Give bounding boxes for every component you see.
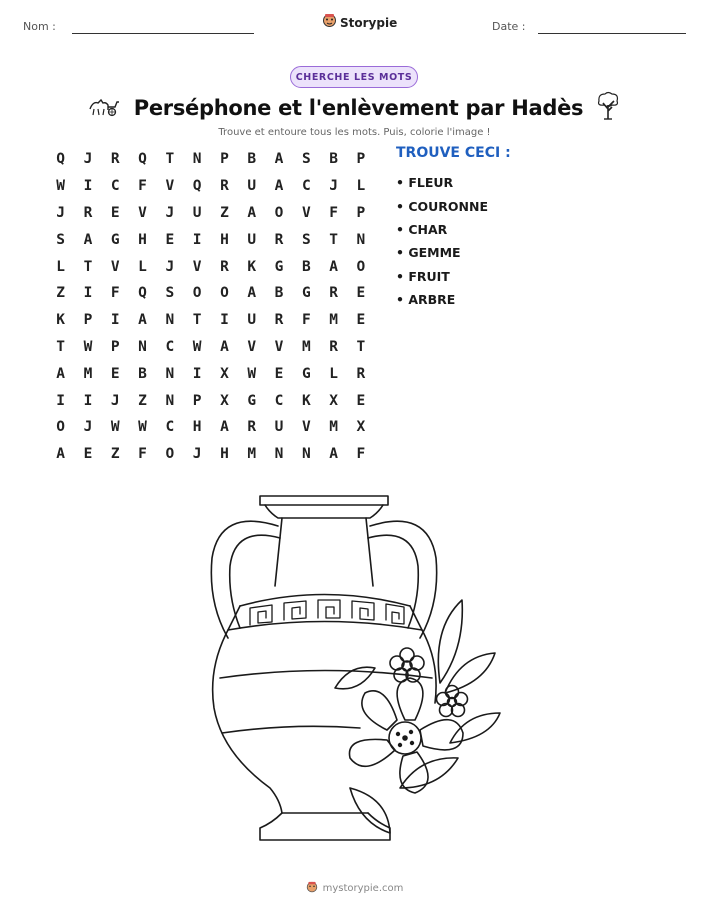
grid-letter[interactable]: P	[356, 204, 366, 221]
grid-letter[interactable]: P	[110, 338, 120, 355]
grid-letter[interactable]: N	[274, 446, 284, 463]
grid-letter[interactable]: F	[138, 178, 147, 195]
grid-letter[interactable]: R	[356, 365, 366, 382]
instructions: Trouve et entoure tous les mots. Puis, colorie l'image !	[218, 127, 491, 138]
grid-letter[interactable]: I	[110, 312, 120, 329]
footer	[0, 879, 709, 898]
grid-letter[interactable]: T	[165, 151, 175, 168]
grid-letter[interactable]: H	[220, 231, 229, 248]
grid-letter[interactable]: W	[83, 338, 93, 355]
grid-letter[interactable]: E	[356, 312, 366, 329]
grid-row	[47, 441, 375, 468]
grid-letter[interactable]: I	[192, 231, 202, 248]
grid-letter[interactable]: N	[192, 151, 202, 168]
grid-letter[interactable]: G	[301, 365, 311, 382]
grid-letter[interactable]: C	[165, 419, 175, 436]
grid-letter[interactable]: M	[329, 312, 338, 329]
grid-row	[47, 280, 375, 307]
storypie-mascot-icon	[322, 13, 337, 33]
grid-letter[interactable]: T	[192, 312, 202, 329]
brand-name: Storypie	[340, 16, 398, 30]
grid-letter[interactable]: C	[110, 178, 120, 195]
grid-letter[interactable]: W	[56, 178, 66, 195]
grid-letter[interactable]: S	[301, 151, 311, 168]
grid-row	[47, 173, 375, 200]
grid-letter[interactable]: I	[192, 365, 202, 382]
grid-letter[interactable]: B	[138, 365, 147, 382]
name-label: Nom :	[23, 20, 56, 33]
word-list	[396, 171, 488, 311]
grid-letter[interactable]: N	[165, 392, 175, 409]
grid-letter[interactable]: H	[220, 446, 229, 463]
grid-letter[interactable]: V	[274, 338, 284, 355]
vase-coloring-illustration[interactable]	[200, 488, 505, 857]
grid-letter[interactable]: O	[192, 285, 202, 302]
grid-letter[interactable]: N	[356, 231, 366, 248]
grid-letter[interactable]: Q	[138, 285, 147, 302]
grid-letter[interactable]: P	[83, 312, 93, 329]
grid-letter[interactable]: A	[247, 204, 257, 221]
grid-letter[interactable]: R	[83, 204, 93, 221]
grid-letter[interactable]: A	[220, 419, 229, 436]
grid-letter[interactable]: F	[110, 285, 120, 302]
grid-letter[interactable]: M	[247, 446, 257, 463]
grid-letter[interactable]: V	[301, 419, 311, 436]
word-item: • CHAR	[396, 221, 448, 237]
grid-letter[interactable]: Z	[110, 446, 120, 463]
find-title: TROUVE CECI :	[396, 145, 511, 161]
grid-letter[interactable]: T	[83, 258, 93, 275]
grid-letter[interactable]: O	[220, 285, 229, 302]
grid-letter[interactable]: K	[301, 392, 311, 409]
grid-letter[interactable]: H	[192, 419, 202, 436]
grid-letter[interactable]: A	[329, 258, 338, 275]
word-search-grid[interactable]	[47, 146, 375, 468]
grid-letter[interactable]: U	[247, 231, 257, 248]
grid-letter[interactable]: A	[138, 312, 147, 329]
grid-row	[47, 253, 375, 280]
date-line[interactable]	[538, 33, 686, 34]
grid-letter[interactable]: E	[356, 285, 366, 302]
grid-letter[interactable]: A	[83, 231, 93, 248]
grid-letter[interactable]: J	[56, 204, 66, 221]
grid-letter[interactable]: O	[274, 204, 284, 221]
grid-letter[interactable]: A	[329, 446, 338, 463]
grid-letter[interactable]: E	[110, 365, 120, 382]
grid-letter[interactable]: V	[301, 204, 311, 221]
grid-letter[interactable]: C	[165, 338, 175, 355]
grid-letter[interactable]: I	[83, 392, 93, 409]
grid-letter[interactable]: V	[247, 338, 257, 355]
grid-letter[interactable]: L	[329, 365, 338, 382]
grid-letter[interactable]: B	[247, 151, 257, 168]
grid-letter[interactable]: R	[220, 258, 229, 275]
grid-letter[interactable]: I	[83, 178, 93, 195]
grid-letter[interactable]: L	[56, 258, 66, 275]
word-item: • FLEUR	[396, 175, 454, 191]
grid-letter[interactable]: N	[138, 338, 147, 355]
title-row	[0, 91, 709, 125]
grid-row	[47, 307, 375, 334]
grid-row	[47, 414, 375, 441]
grid-letter[interactable]: G	[274, 258, 284, 275]
grid-letter[interactable]: Q	[192, 178, 202, 195]
grid-letter[interactable]: R	[329, 285, 338, 302]
grid-letter[interactable]: G	[110, 231, 120, 248]
grid-row	[47, 200, 375, 227]
activity-badge: CHERCHE LES MOTS	[290, 66, 418, 88]
grid-letter[interactable]: T	[56, 338, 66, 355]
page-title: Perséphone et l'enlèvement par Hadès	[133, 96, 584, 120]
grid-letter[interactable]: E	[165, 231, 175, 248]
grid-letter[interactable]: T	[356, 338, 366, 355]
grid-letter[interactable]: R	[220, 178, 229, 195]
grid-letter[interactable]: K	[56, 312, 66, 329]
grid-letter[interactable]: U	[247, 178, 257, 195]
grid-letter[interactable]: W	[247, 365, 257, 382]
grid-letter[interactable]: F	[138, 446, 147, 463]
grid-letter[interactable]: P	[220, 151, 229, 168]
grid-letter[interactable]: E	[356, 392, 366, 409]
grid-letter[interactable]: N	[165, 365, 175, 382]
grid-letter[interactable]: X	[329, 392, 338, 409]
grid-letter[interactable]: C	[274, 392, 284, 409]
storypie-mascot-icon	[306, 879, 318, 898]
grid-letter[interactable]: S	[165, 285, 175, 302]
grid-letter[interactable]: I	[220, 312, 229, 329]
grid-letter[interactable]: J	[329, 178, 338, 195]
grid-letter[interactable]: T	[329, 231, 338, 248]
grid-letter[interactable]: C	[301, 178, 311, 195]
grid-letter[interactable]: N	[165, 312, 175, 329]
grid-letter[interactable]: H	[138, 231, 147, 248]
tree-icon	[595, 91, 621, 125]
grid-letter[interactable]: S	[301, 231, 311, 248]
grid-letter[interactable]: X	[220, 392, 229, 409]
grid-row	[47, 360, 375, 387]
grid-letter[interactable]: R	[110, 151, 120, 168]
grid-letter[interactable]: Z	[138, 392, 147, 409]
grid-row	[47, 226, 375, 253]
name-line[interactable]	[72, 33, 254, 34]
grid-letter[interactable]: U	[274, 419, 284, 436]
grid-letter[interactable]: R	[247, 419, 257, 436]
grid-letter[interactable]: U	[247, 312, 257, 329]
grid-letter[interactable]: E	[274, 365, 284, 382]
grid-letter[interactable]: V	[110, 258, 120, 275]
grid-letter[interactable]: F	[329, 204, 338, 221]
grid-letter[interactable]: G	[301, 285, 311, 302]
grid-letter[interactable]: F	[356, 446, 366, 463]
grid-letter[interactable]: O	[56, 419, 66, 436]
grid-letter[interactable]: I	[83, 285, 93, 302]
date-label: Date :	[492, 20, 526, 33]
grid-letter[interactable]: B	[301, 258, 311, 275]
grid-letter[interactable]: A	[56, 365, 66, 382]
grid-letter[interactable]: S	[56, 231, 66, 248]
grid-letter[interactable]: M	[301, 338, 311, 355]
grid-letter[interactable]: J	[165, 258, 175, 275]
grid-letter[interactable]: J	[110, 392, 120, 409]
word-item: • ARBRE	[396, 292, 456, 308]
chariot-horses-icon	[88, 95, 122, 121]
grid-letter[interactable]: R	[274, 231, 284, 248]
grid-letter[interactable]: E	[110, 204, 120, 221]
word-item: • COURONNE	[396, 198, 489, 214]
grid-letter[interactable]: G	[247, 392, 257, 409]
grid-letter[interactable]: M	[329, 419, 338, 436]
grid-letter[interactable]: Q	[56, 151, 66, 168]
grid-letter[interactable]: M	[83, 365, 93, 382]
word-item: • GEMME	[396, 245, 461, 261]
grid-letter[interactable]: V	[192, 258, 202, 275]
grid-letter[interactable]: E	[83, 446, 93, 463]
grid-letter[interactable]: Z	[56, 285, 66, 302]
grid-letter[interactable]: K	[247, 258, 257, 275]
grid-letter[interactable]: N	[301, 446, 311, 463]
grid-row	[47, 146, 375, 173]
grid-letter[interactable]: L	[356, 178, 366, 195]
grid-letter[interactable]: O	[165, 446, 175, 463]
footer-url[interactable]: mystorypie.com	[322, 883, 404, 894]
grid-letter[interactable]: Q	[138, 151, 147, 168]
grid-letter[interactable]: J	[165, 204, 175, 221]
grid-letter[interactable]: B	[274, 285, 284, 302]
word-item: • FRUIT	[396, 268, 450, 284]
grid-letter[interactable]: A	[247, 285, 257, 302]
grid-letter[interactable]: W	[138, 419, 147, 436]
grid-letter[interactable]: J	[83, 151, 93, 168]
grid-letter[interactable]: A	[274, 178, 284, 195]
grid-letter[interactable]: X	[220, 365, 229, 382]
grid-letter[interactable]: A	[274, 151, 284, 168]
grid-letter[interactable]: L	[138, 258, 147, 275]
grid-letter[interactable]: W	[110, 419, 120, 436]
grid-letter[interactable]: R	[329, 338, 338, 355]
brand-logo	[322, 13, 397, 33]
grid-letter[interactable]: X	[356, 419, 366, 436]
grid-letter[interactable]: Z	[220, 204, 229, 221]
grid-letter[interactable]: A	[56, 446, 66, 463]
grid-row	[47, 334, 375, 361]
grid-letter[interactable]: F	[301, 312, 311, 329]
grid-letter[interactable]: B	[329, 151, 338, 168]
grid-letter[interactable]: P	[192, 392, 202, 409]
grid-letter[interactable]: J	[192, 446, 202, 463]
grid-letter[interactable]: O	[356, 258, 366, 275]
grid-letter[interactable]: R	[274, 312, 284, 329]
grid-letter[interactable]: V	[138, 204, 147, 221]
grid-letter[interactable]: W	[192, 338, 202, 355]
grid-letter[interactable]: A	[220, 338, 229, 355]
grid-letter[interactable]: V	[165, 178, 175, 195]
grid-letter[interactable]: I	[56, 392, 66, 409]
grid-letter[interactable]: P	[356, 151, 366, 168]
grid-letter[interactable]: J	[83, 419, 93, 436]
grid-row	[47, 387, 375, 414]
grid-letter[interactable]: U	[192, 204, 202, 221]
